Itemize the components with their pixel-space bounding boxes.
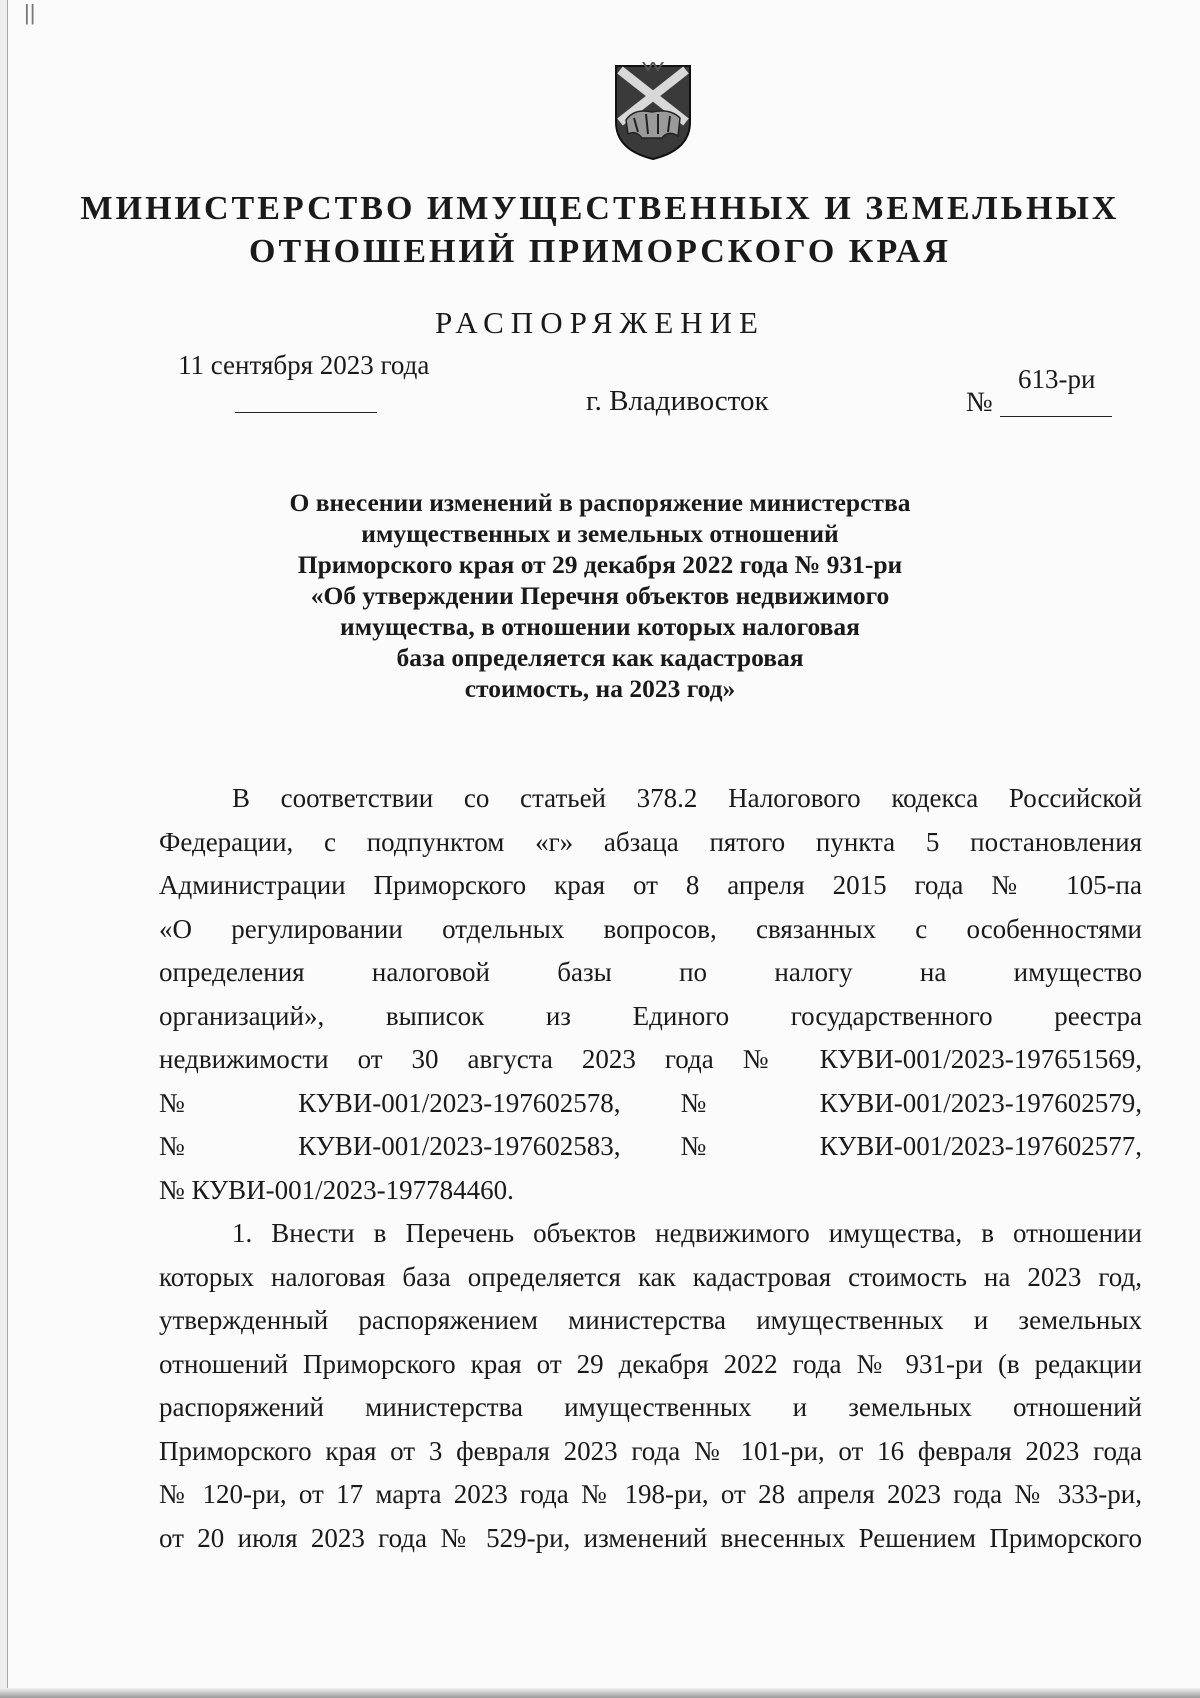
title-line: имущественных и земельных отношений — [361, 519, 839, 548]
body-line: Администрации Приморского края от 8 апреля 2015 года № 105-па — [159, 870, 1142, 900]
document-title — [0, 487, 1200, 704]
document-number: 613-ри — [1018, 364, 1096, 394]
body-line: В соответствии со статьей 378.2 Налогового кодекса Российской — [232, 783, 1142, 813]
body-line: № КУВИ-001/2023-197602578, № КУВИ-001/2023-197602579, — [159, 1087, 1142, 1118]
title-line: имущества, в отношении которых налоговая — [340, 612, 860, 641]
document-body — [159, 777, 1142, 1560]
body-line: отношений Приморского края от 29 декабря 2022 года № 931-ри (в редакции — [159, 1348, 1142, 1379]
title-line: база определяется как кадастровая — [396, 643, 804, 672]
body-line: № 120-ри, от 17 марта 2023 года № 198-ри, от 28 апреля 2023 года № 333-ри, — [159, 1479, 1142, 1509]
document-type: РАСПОРЯЖЕНИЕ — [435, 305, 765, 340]
ministry-line-1: МИНИСТЕРСТВО ИМУЩЕСТВЕННЫХ И ЗЕМЕЛЬНЫХ — [80, 190, 1120, 227]
body-line: организаций», выписок из Единого государственного реестра — [159, 1000, 1142, 1031]
body-line: распоряжений министерства имущественных и земельных отношений — [159, 1392, 1142, 1422]
document-date: 11 сентября 2023 года — [178, 350, 430, 380]
corner-mark: || — [24, 0, 36, 25]
title-line: О внесении изменений в распоряжение министерства — [289, 488, 911, 517]
ministry-header — [0, 187, 1200, 273]
number-underline — [1000, 416, 1112, 417]
body-line: № КУВИ-001/2023-197602583, № КУВИ-001/2023-197602577, — [159, 1131, 1142, 1161]
body-line: 1. Внести в Перечень объектов недвижимого имущества, в отношении — [232, 1218, 1142, 1248]
body-line: недвижимости от 30 августа 2023 года № КУВИ-001/2023-197651569, — [159, 1044, 1142, 1074]
body-line: которых налоговая база определяется как кадастровая стоимость на 2023 год, — [159, 1261, 1142, 1292]
ministry-line-2: ОТНОШЕНИЙ ПРИМОРСКОГО КРАЯ — [249, 233, 951, 270]
title-line: стоимость, на 2023 год» — [464, 674, 736, 703]
body-line: Федерации, с подпунктом «г» абзаца пятого пункта 5 постановления — [159, 826, 1142, 857]
body-line: «О регулировании отдельных вопросов, связанных с особенностями — [159, 913, 1142, 944]
body-line: № КУВИ-001/2023-197784460. — [159, 1174, 514, 1205]
document-city: г. Владивосток — [586, 385, 769, 417]
body-line: утвержденный распоряжением министерства имущественных и земельных — [159, 1305, 1142, 1335]
body-line: определения налоговой базы по налогу на имущество — [159, 957, 1142, 987]
body-line: от 20 июля 2023 года № 529-ри, изменений внесенных Решением Приморского — [159, 1522, 1142, 1553]
coat-of-arms-emblem — [612, 62, 694, 162]
body-line: Приморского края от 3 февраля 2023 года № 101-ри, от 16 февраля 2023 года — [159, 1435, 1142, 1466]
date-underline — [235, 412, 377, 413]
number-sign: № — [966, 387, 993, 418]
title-line: Приморского края от 29 декабря 2022 года № 931-ри — [297, 550, 903, 579]
title-line: «Об утверждении Перечня объектов недвижимого — [310, 581, 890, 610]
page-bottom-edge — [0, 1688, 1200, 1698]
